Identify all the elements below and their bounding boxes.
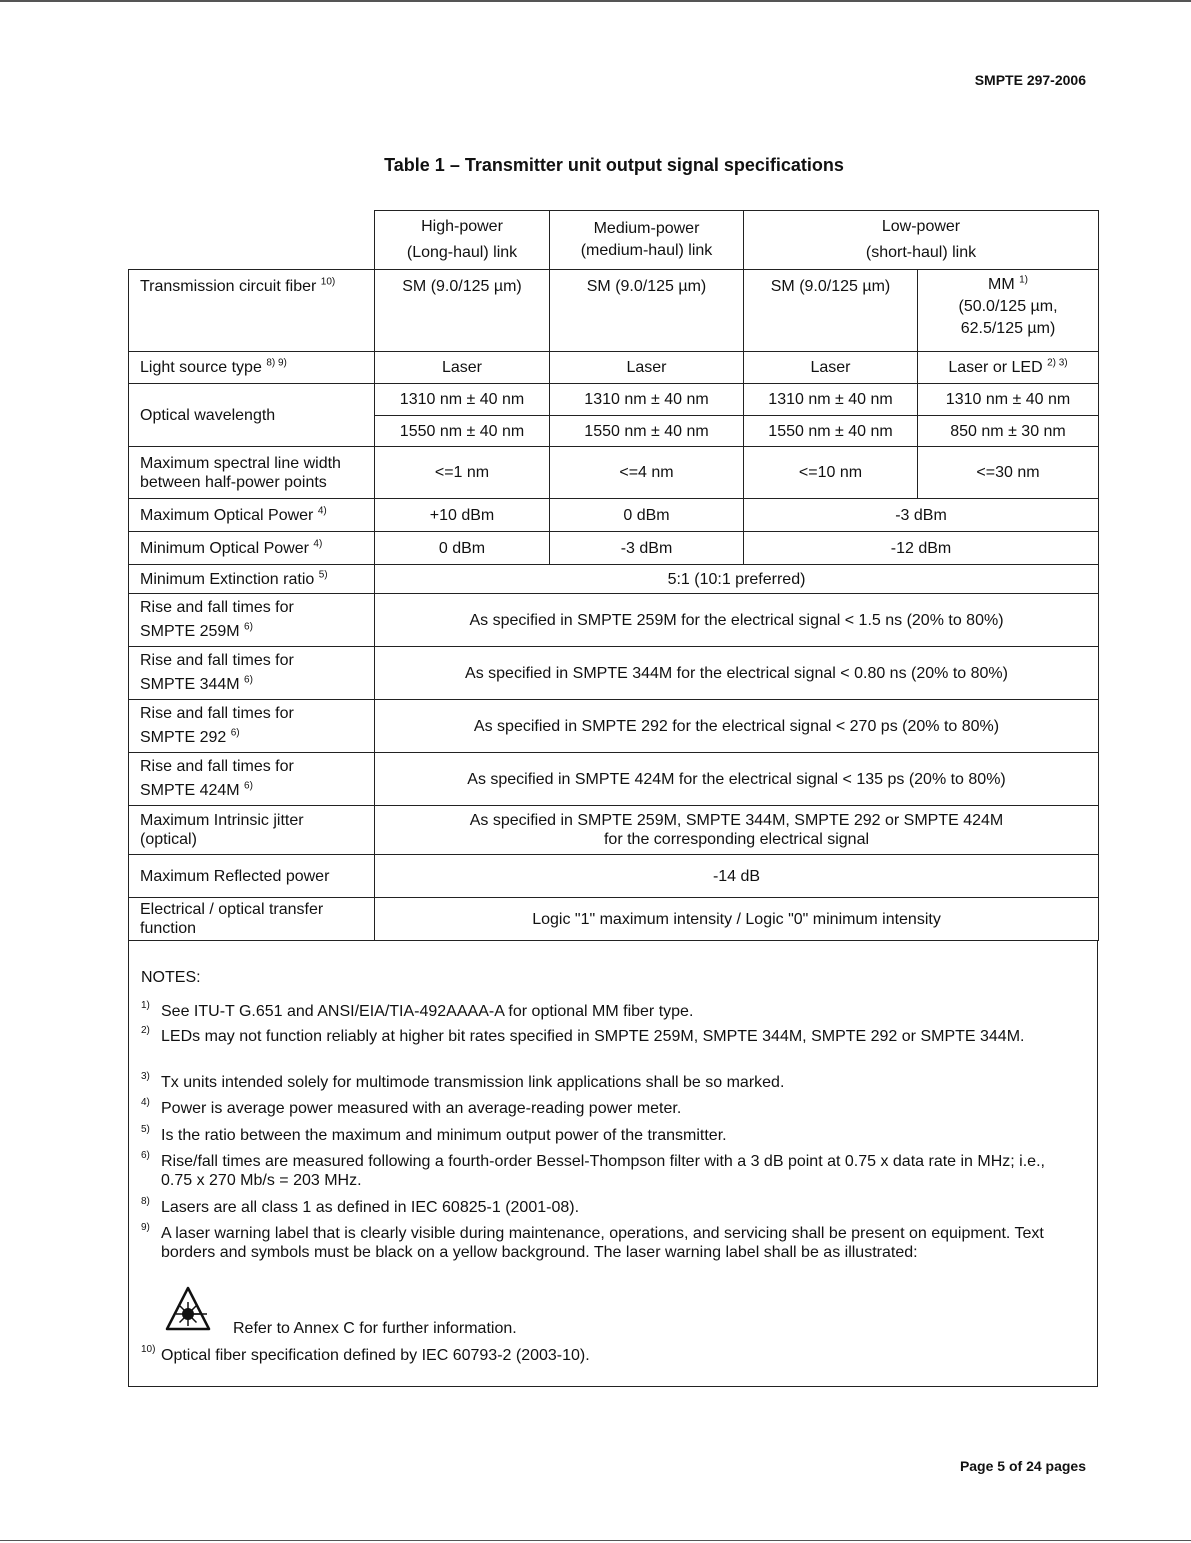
- cell-high: 1550 nm ± 40 nm: [375, 416, 550, 447]
- cell-low-sm: SM (9.0/125 µm): [744, 270, 918, 352]
- cell-high: <=1 nm: [375, 447, 550, 499]
- table-title: Table 1 – Transmitter unit output signal specifications: [384, 155, 844, 175]
- table-row-rise-344m: [129, 647, 1099, 700]
- note-item: 4) Power is average power measured with an average-reading power meter.: [141, 1097, 682, 1117]
- page-number: Page 5 of 24 pages: [959, 1458, 1086, 1474]
- cell-all: 5:1 (10:1 preferred): [375, 565, 1099, 594]
- top-border: [0, 0, 1191, 2]
- note-item: 1) See ITU-T G.651 and ANSI/EIA/TIA-492AAAA-A for optional MM fiber type.: [141, 1000, 694, 1020]
- cell-low-mm: 1310 nm ± 40 nm: [918, 384, 1099, 416]
- col-header-low: Low-power (short-haul) link: [744, 211, 1099, 270]
- cell-low-sm: 1310 nm ± 40 nm: [744, 384, 918, 416]
- table-row-transfer-function: [129, 898, 1099, 941]
- note-item: 5) Is the ratio between the maximum and minimum output power of the transmitter.: [141, 1124, 727, 1144]
- note-item: 2) LEDs may not function reliably at higher bit rates specified in SMPTE 259M, SMPTE 344M, SMPTE 292 or SMPTE 344M.: [141, 1025, 1025, 1045]
- row-label: Maximum Intrinsic jitter (optical): [129, 806, 375, 855]
- note-item: 10) Optical fiber specification defined by IEC 60793-2 (2003-10).: [141, 1344, 590, 1364]
- cell-low-mm: MM $^{1)}$ (50.0/125 µm, 62.5/125 µm): [918, 270, 1099, 352]
- cell-medium: 0 dBm: [550, 499, 744, 532]
- table-row-rise-259m: [129, 594, 1099, 647]
- cell-low-mm: <=30 nm: [918, 447, 1099, 499]
- row-label: Rise and fall times for SMPTE 424M $^{6)}$: [129, 753, 375, 806]
- table-row-fiber: [129, 270, 1099, 352]
- header-row: [129, 211, 1099, 270]
- table-row-rise-424m: [129, 753, 1099, 806]
- cell-all: As specified in SMPTE 424M for the electrical signal < 135 ps (20% to 80%): [375, 753, 1099, 806]
- col-header-medium: Medium-power (medium-haul) link: [550, 211, 744, 270]
- row-label: Maximum Reflected power: [129, 855, 375, 898]
- row-label: Minimum Extinction ratio $^{5)}$: [129, 565, 375, 594]
- row-label: Rise and fall times for SMPTE 259M $^{6)}$: [129, 594, 375, 647]
- laser-warning-icon: [165, 1286, 211, 1332]
- cell-all: As specified in SMPTE 259M for the electrical signal < 1.5 ns (20% to 80%): [375, 594, 1099, 647]
- annex-reference: Refer to Annex C for further information.: [233, 1320, 517, 1337]
- cell-all: Logic "1" maximum intensity / Logic "0" minimum intensity: [375, 898, 1099, 941]
- cell-medium: 1310 nm ± 40 nm: [550, 384, 744, 416]
- table-row-wavelength: [129, 384, 1099, 416]
- cell-all: As specified in SMPTE 344M for the electrical signal < 0.80 ns (20% to 80%): [375, 647, 1099, 700]
- cell-low-mm: 850 nm ± 30 nm: [918, 416, 1099, 447]
- table-row-rise-292: [129, 700, 1099, 753]
- spec-table: [128, 210, 1099, 941]
- table-row-reflected-power: [129, 855, 1099, 898]
- row-label: Optical wavelength: [129, 384, 375, 447]
- table-row-spectral-width: [129, 447, 1099, 499]
- note-item: 3) Tx units intended solely for multimode transmission link applications shall be so marked.: [141, 1071, 785, 1091]
- cell-low-sm: Laser: [744, 352, 918, 384]
- table-row-extinction: [129, 565, 1099, 594]
- row-label: Rise and fall times for SMPTE 292 $^{6)}$: [129, 700, 375, 753]
- table-row-max-power: [129, 499, 1099, 532]
- cell-low-sm: <=10 nm: [744, 447, 918, 499]
- cell-low: -12 dBm: [744, 532, 1099, 565]
- document-id: SMPTE 297-2006: [974, 72, 1086, 88]
- row-label: Maximum spectral line width between half-power points: [129, 447, 375, 499]
- row-label: Transmission circuit fiber $^{10)}$: [129, 270, 375, 352]
- cell-low-mm: Laser or LED $^{2) 3)}$: [918, 352, 1099, 384]
- cell-medium: SM (9.0/125 µm): [550, 270, 744, 352]
- cell-all: -14 dB: [375, 855, 1099, 898]
- cell-high: 1310 nm ± 40 nm: [375, 384, 550, 416]
- cell-medium: -3 dBm: [550, 532, 744, 565]
- cell-high: SM (9.0/125 µm): [375, 270, 550, 352]
- row-label: Light source type $^{8) 9)}$: [129, 352, 375, 384]
- row-label: Electrical / optical transfer function: [129, 898, 375, 941]
- cell-medium: <=4 nm: [550, 447, 744, 499]
- cell-low: -3 dBm: [744, 499, 1099, 532]
- cell-high: 0 dBm: [375, 532, 550, 565]
- row-label: Rise and fall times for SMPTE 344M $^{6)}$: [129, 647, 375, 700]
- cell-all: As specified in SMPTE 259M, SMPTE 344M, SMPTE 292 or SMPTE 424M for the corresponding electrical signal: [375, 806, 1099, 855]
- table-row-light-source: [129, 352, 1099, 384]
- notes-box: [128, 941, 1098, 1387]
- table-row-jitter: [129, 806, 1099, 855]
- cell-all: As specified in SMPTE 292 for the electrical signal < 270 ps (20% to 80%): [375, 700, 1099, 753]
- cell-low-sm: 1550 nm ± 40 nm: [744, 416, 918, 447]
- note-item: 9) A laser warning label that is clearly visible during maintenance, operations, and servicing shall be present on equipment. Text borders and symbols must be black on a yellow background. The laser warning label shall be as illustrated:: [141, 1222, 1044, 1261]
- note-item: 8) Lasers are all class 1 as defined in IEC 60825-1 (2001-08).: [141, 1196, 580, 1216]
- cell-medium: 1550 nm ± 40 nm: [550, 416, 744, 447]
- col-header-high: High-power (Long-haul) link: [375, 211, 550, 270]
- cell-high: Laser: [375, 352, 550, 384]
- table-row-min-power: [129, 532, 1099, 565]
- cell-medium: Laser: [550, 352, 744, 384]
- bottom-border: [0, 1540, 1191, 1541]
- note-item: 6) Rise/fall times are measured following a fourth-order Bessel-Thompson filter with a 3 dB point at 0.75 x data rate in MHz; i.e., 0.75 x 270 Mb/s = 203 MHz.: [141, 1150, 1045, 1189]
- cell-high: +10 dBm: [375, 499, 550, 532]
- row-label: Minimum Optical Power $^{4)}$: [129, 532, 375, 565]
- row-label: Maximum Optical Power $^{4)}$: [129, 499, 375, 532]
- notes-heading: NOTES:: [141, 969, 201, 986]
